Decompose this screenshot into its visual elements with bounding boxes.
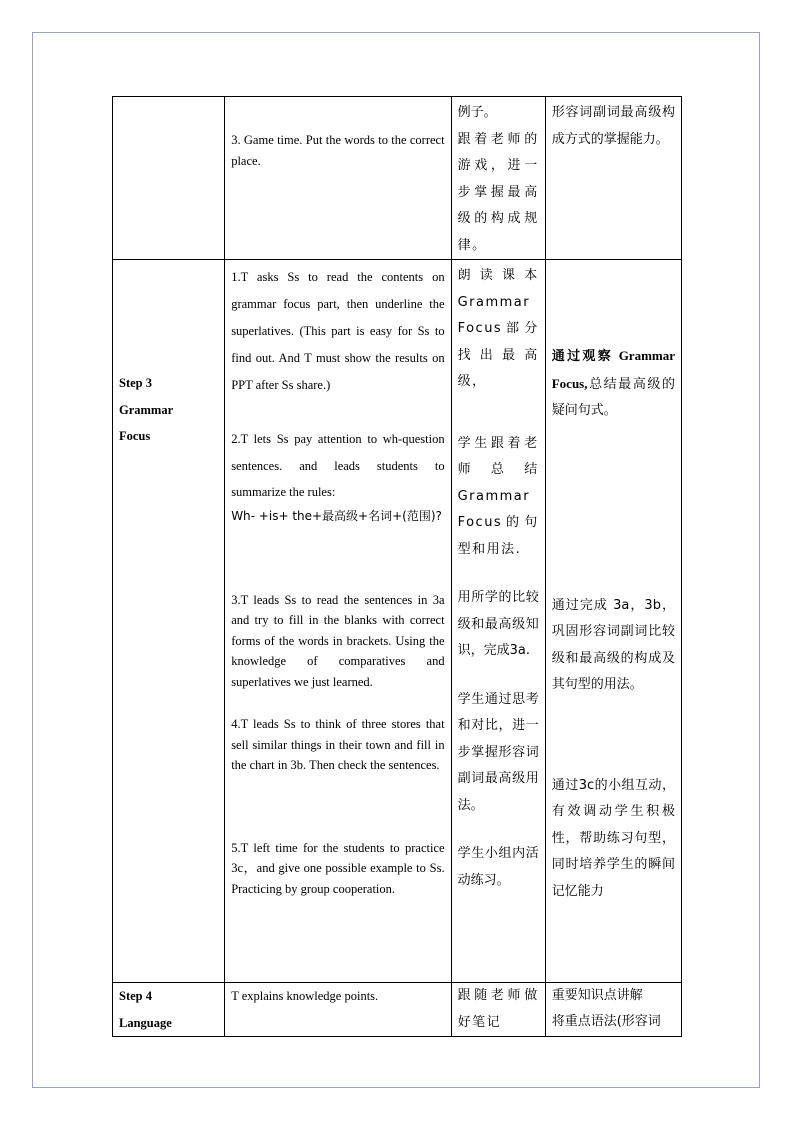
step-title: Language <box>119 1015 172 1030</box>
intent-cell <box>545 97 681 260</box>
lesson-plan-table <box>112 96 682 1037</box>
table-row <box>113 983 682 1037</box>
activity-cell <box>225 97 451 260</box>
activity-cell <box>225 983 451 1037</box>
student-text: 学生通过思考和对比，进一步掌握形容词副词最高级用法。 <box>457 691 539 813</box>
student-text: 用所学的比较级和最高级知识，完成3a. <box>457 590 539 658</box>
step-cell <box>113 97 225 260</box>
activity-text: 1.T asks Ss to read the contents on grammar focus part, then underline the superlatives. (This part is easy for Ss to find out. And T must show the results on PPT after Ss share.) <box>231 270 445 392</box>
table-row <box>113 260 682 983</box>
intent-text: 将重点语法(形容词 <box>551 1014 661 1029</box>
intent-text: 通过3c的小组互动，有效调动学生积极性，帮助练习句型，同时培养学生的瞬间记忆能力 <box>551 777 675 899</box>
student-text: 例子。 <box>457 105 497 120</box>
student-cell <box>451 260 545 983</box>
student-text: 学生小组内活动练习。 <box>457 846 539 888</box>
intent-cell <box>545 983 681 1037</box>
activity-text: T explains knowledge points. <box>231 989 379 1003</box>
intent-text <box>552 343 675 425</box>
step-title: Grammar <box>119 402 174 417</box>
table-row <box>113 97 682 260</box>
student-cell <box>451 97 545 260</box>
student-text: 学生跟着老师总结Grammar Focus的句型和用法. <box>457 435 539 557</box>
activity-text: 5.T left time for the students to practice 3c，and give one possible example to Ss. Practicing by group cooperation. <box>231 840 445 896</box>
student-text: 跟着老师的游戏，进一步掌握最高级的构成规律。 <box>457 131 539 253</box>
step-title: Step 3 <box>119 376 152 390</box>
intent-text: 形容词副词最高级构成方式的掌握能力。 <box>551 105 675 147</box>
activity-text: 3. Game time. Put the words to the correct place. <box>231 133 445 168</box>
activity-text: 3.T leads Ss to read the sentences in 3a and try to fill in the blanks with correct forms of the words in brackets. Using the knowledge of comparatives and superlatives we just learned. <box>231 592 445 689</box>
activity-text: 4.T leads Ss to think of three stores that sell similar things in their town and fill in the chart in 3b. Then check the sentences. <box>231 717 445 772</box>
student-text: 朗读课本Grammar Focus部分找出最高级， <box>457 268 539 389</box>
intent-rest-text: 总结最高级的疑问句式。 <box>551 376 675 418</box>
step-cell <box>113 260 225 983</box>
activity-cell <box>225 260 451 983</box>
grammar-formula: Wh- +is+ the+最高级+名词+(范围)? <box>231 508 442 523</box>
intent-text: 通过完成 3a，3b，巩固形容词副词比较级和最高级的构成及其句型的用法。 <box>551 597 675 692</box>
step-title: Step 4 <box>119 989 152 1003</box>
step-title: Focus <box>119 429 151 443</box>
student-cell <box>451 983 545 1037</box>
intent-text: 重要知识点讲解 <box>551 988 643 1003</box>
activity-text: 2.T lets Ss pay attention to wh-question sentences. and leads students to summarize the rules: <box>231 432 445 499</box>
step-cell <box>113 983 225 1037</box>
intent-bold-text: 通过观察 Grammar Focus, <box>551 348 675 391</box>
student-text: 跟随老师做好笔记 <box>457 988 539 1030</box>
intent-cell <box>545 260 681 983</box>
